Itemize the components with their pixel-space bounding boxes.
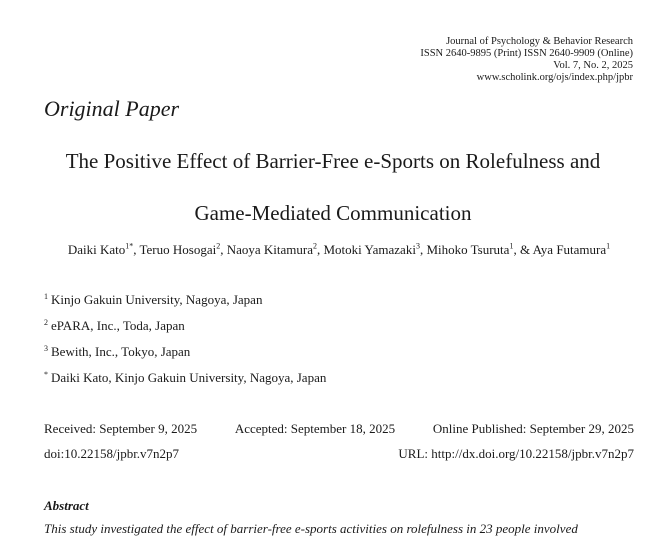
- author-affiliation-mark: 3: [415, 241, 420, 251]
- paper-type: Original Paper: [44, 96, 180, 121]
- journal-header: [333, 36, 633, 84]
- author-separator: ,: [317, 242, 324, 257]
- doi-url[interactable]: URL: http://dx.doi.org/10.22158/jpbr.v7n2p7: [398, 446, 634, 461]
- author-separator: ,: [419, 242, 427, 257]
- author-name: Teruo Hosogai: [139, 242, 217, 257]
- doi: doi:10.22158/jpbr.v7n2p7: [44, 446, 180, 461]
- title-line-2: Game-Mediated Communication: [194, 201, 472, 225]
- affiliation-mark: 2: [44, 317, 48, 327]
- affiliation-text: Bewith, Inc., Tokyo, Japan: [51, 344, 191, 359]
- author-name: Aya Futamura: [532, 242, 607, 257]
- doi-line: [44, 446, 634, 462]
- affiliation-mark: 3: [44, 343, 48, 353]
- accepted-date: Accepted: September 18, 2025: [234, 421, 396, 436]
- affiliation-text: Daiki Kato, Kinjo Gakuin University, Nagoya, Japan: [51, 370, 327, 385]
- journal-url[interactable]: www.scholink.org/ojs/index.php/jpbr: [476, 72, 633, 83]
- author-affiliation-mark: 1: [606, 241, 611, 251]
- author-separator: ,: [220, 242, 227, 257]
- author-affiliation-mark: 2: [216, 241, 221, 251]
- author-affiliation-mark: 2: [313, 241, 317, 251]
- affiliation-2: [44, 318, 185, 334]
- author-name: Motoki Yamazaki: [323, 242, 416, 257]
- journal-volume: Vol. 7, No. 2, 2025: [553, 60, 633, 71]
- author-name: Naoya Kitamura: [226, 242, 313, 257]
- affiliation-mark: *: [44, 369, 48, 379]
- title-line-1: The Positive Effect of Barrier-Free e-Sports on Rolefulness and: [65, 149, 601, 173]
- abstract-text: This study investigated the effect of barrier-free e-sports activities on rolefulness in 23 people involved: [44, 521, 578, 536]
- affiliation-text: Kinjo Gakuin University, Nagoya, Japan: [51, 292, 263, 307]
- received-date: Received: September 9, 2025: [44, 421, 198, 436]
- dates-line: [44, 421, 634, 437]
- journal-issn: ISSN 2640-9895 (Print) ISSN 2640-9909 (Online): [420, 48, 633, 59]
- author-separator: , &: [513, 242, 533, 257]
- affiliation-mark: 1: [44, 291, 48, 301]
- abstract-heading: Abstract: [44, 498, 89, 513]
- affiliation-3: [44, 344, 190, 360]
- paper-title: [0, 135, 666, 239]
- journal-name: Journal of Psychology & Behavior Research: [446, 36, 633, 47]
- author-name: Daiki Kato: [67, 242, 126, 257]
- author-affiliation-mark: 1: [509, 241, 514, 251]
- affiliation-text: ePARA, Inc., Toda, Japan: [51, 318, 185, 333]
- affiliation-corresponding: [44, 370, 326, 386]
- published-date: Online Published: September 29, 2025: [432, 421, 634, 436]
- affiliation-1: [44, 292, 262, 308]
- author-affiliation-mark: 1*: [125, 241, 134, 251]
- author-list: [44, 237, 634, 263]
- author-name: Mihoko Tsuruta: [426, 242, 510, 257]
- author-separator: ,: [133, 242, 140, 257]
